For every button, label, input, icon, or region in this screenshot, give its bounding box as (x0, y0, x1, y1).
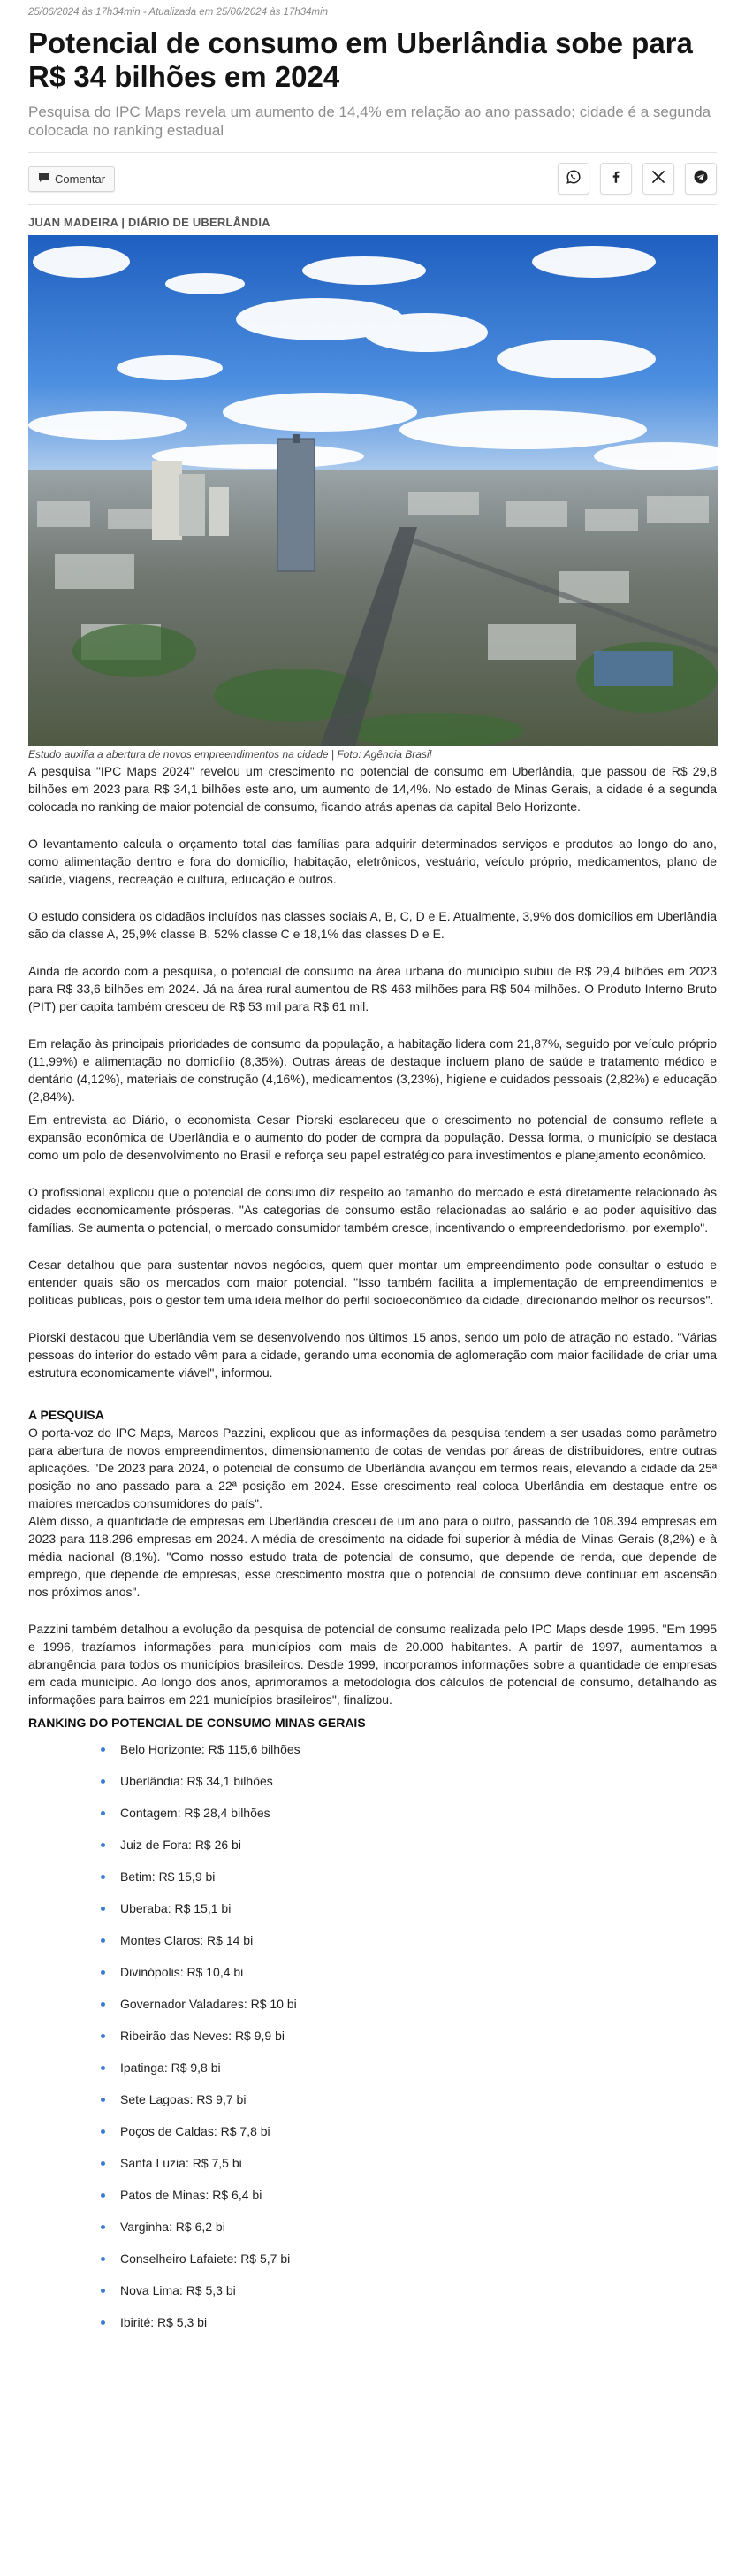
speech-bubble-icon (38, 172, 49, 186)
list-item: Contagem: R$ 28,4 bilhões (28, 1804, 717, 1836)
comment-label: Comentar (55, 172, 106, 186)
bullet-icon (101, 1907, 105, 1911)
photo-caption: Estudo auxilia a abertura de novos empreendimentos na cidade | Foto: Agência Brasil (28, 748, 432, 761)
section-title: A PESQUISA (28, 1408, 104, 1422)
list-item: Divinópolis: R$ 10,4 bi (28, 1963, 717, 1995)
list-item: Betim: R$ 15,9 bi (28, 1868, 717, 1900)
paragraph: O estudo considera os cidadãos incluídos nas classes sociais A, B, C, D e E. Atualmente, 3,9% dos domicílios em Uberlândia são da classe A, 25,9% classe B, 52% classe C e 18,1% das classes D e E. (28, 909, 717, 941)
telegram-icon (693, 169, 709, 189)
paragraph: O profissional explicou que o potencial de consumo diz respeito ao tamanho do mercado e está diretamente relacionado às cidades economicamente prósperas. "As categorias de consumo estão relacionadas ao salário e ao poder aquisitivo das famílias. Se aumenta o potencial, o mercado consumidor também cresce, incentivando o empreendedorismo, por exemplo". (28, 1185, 717, 1234)
bullet-icon (101, 1779, 105, 1784)
list-item: Ipatinga: R$ 9,8 bi (28, 2059, 717, 2091)
ranking-title: RANKING DO POTENCIAL DE CONSUMO MINAS GERAIS (28, 1716, 366, 1730)
bullet-icon (101, 2098, 105, 2102)
city-aerial-image (28, 235, 718, 746)
list-item: Poços de Caldas: R$ 7,8 bi (28, 2122, 717, 2154)
paragraph: A pesquisa "IPC Maps 2024" revelou um crescimento no potencial de consumo em Uberlândia, que passou de R$ 29,8 bilhões em 2023 para R$ 34,1 bilhões este ano, um aumento de 14,4%. No estado de Minas Gerais, a cidade é a segunda colocada no ranking de maior potencial de consumo, ficando atrás apenas da capital Belo Horizonte. (28, 764, 717, 814)
paragraph: Ainda de acordo com a pesquisa, o potencial de consumo na área urbana do município subiu de R$ 29,4 bilhões em 2023 para R$ 33,6 bilhões em 2024. Já na área rural aumentou de R$ 463 milhões para R$ 504 milhões. O Produto Interno Bruto (PIT) per capita também cresceu de R$ 53 mil para R$ 61 mil. (28, 964, 717, 1013)
share-whatsapp-button[interactable] (558, 163, 589, 195)
bullet-icon (101, 2257, 105, 2261)
article-body (28, 762, 717, 2345)
bullet-icon (101, 2066, 105, 2070)
share-buttons (558, 163, 717, 195)
bullet-icon (101, 2225, 105, 2229)
paragraph: O porta-voz do IPC Maps, Marcos Pazzini, explicou que as informações da pesquisa tendem a ser usadas como parâmetro para abertura de novos empreendimentos, dimensionamento de cotas de vendas por áreas de distribuidores, entre outras aplicações. "De 2023 para 2024, o potencial de consumo de Uberlândia avançou em termos reais, elevando a cidade da 25ª posição no ano passado para a 22ª posição em 2024. Esse crescimento real coloca Uberlândia em destaque entre os maiores mercados consumidores do país". (28, 1426, 717, 1510)
article-photo (28, 235, 718, 746)
paragraph: Cesar detalhou que para sustentar novos negócios, quem quer montar um empreendimento pode consultar o estudo e entender quais são os mercados com maior potencial. "Isso também facilita a implementação de empreendimentos e políticas públicas, pois o gestor tem uma ideia melhor do perfil socioeconômico da cidade, direcionando melhor os recursos". (28, 1257, 717, 1307)
bullet-icon (101, 2129, 105, 2134)
paragraph: O levantamento calcula o orçamento total das famílias para adquirir determinados serviços e produtos ao longo do ano, como alimentação dentro e fora do domicílio, habitação, eletrônicos, vestuário, veículo próprio, medicamentos, plano de saúde, viagens, recreação e cultura, educação e outros. (28, 837, 717, 886)
ranking-list (28, 1740, 717, 2345)
bullet-icon (101, 1811, 105, 1815)
bullet-icon (101, 1843, 105, 1847)
list-item: Governador Valadares: R$ 10 bi (28, 1995, 717, 2027)
bullet-icon (101, 2289, 105, 2293)
list-item: Ribeirão das Neves: R$ 9,9 bi (28, 2027, 717, 2059)
author-byline: JUAN MADEIRA | DIÁRIO DE UBERLÂNDIA (28, 216, 270, 229)
paragraph: Piorski destacou que Uberlândia vem se desenvolvendo nos últimos 15 anos, sendo um polo de atração no estado. "Várias pessoas do interior do estado vêm para a cidade, gerando uma economia de aglomeração com maior facilidade de criar uma estrutura economicamente viável", informou. (28, 1330, 717, 1380)
article-toolbar (28, 152, 717, 205)
bullet-icon (101, 1875, 105, 1879)
paragraph: Em entrevista ao Diário, o economista Cesar Piorski esclareceu que o crescimento no potencial de consumo reflete a expansão econômica de Uberlândia e o aumento do poder de compra da população. Dessa forma, o município se destaca como um polo de desenvolvimento no Brasil e reforça seu papel estratégico para investimentos e planejamento econômico. (28, 1112, 717, 1162)
list-item: Nova Lima: R$ 5,3 bi (28, 2282, 717, 2313)
bullet-icon (101, 1747, 105, 1752)
list-item: Santa Luzia: R$ 7,5 bi (28, 2154, 717, 2186)
list-item: Juiz de Fora: R$ 26 bi (28, 1836, 717, 1868)
bullet-icon (101, 1938, 105, 1943)
facebook-icon (608, 169, 624, 189)
list-item: Varginha: R$ 6,2 bi (28, 2218, 717, 2250)
article-subtitle: Pesquisa do IPC Maps revela um aumento de 14,4% em relação ao ano passado; cidade é a segunda colocada no ranking estadual (28, 103, 711, 139)
list-item: Uberlândia: R$ 34,1 bilhões (28, 1772, 717, 1804)
paragraph: Além disso, a quantidade de empresas em Uberlândia cresceu de um ano para o outro, passando de 108.394 empresas em 2023 para 118.296 empresas em 2024. A média de crescimento na cidade foi superior à média de Minas Gerais (8,2%) e à média nacional (8,1%). "Como nosso estudo trata de potencial de consumo, que depende de renda, que depende de emprego, que depende de empresas, esse crescimento mostra que o potencial de consumo deve continuar em ascensão nos próximos anos". (28, 1514, 717, 1599)
bullet-icon (101, 2034, 105, 2038)
publish-dates: 25/06/2024 às 17h34min - Atualizada em 25/06/2024 às 17h34min (28, 7, 329, 18)
share-x-button[interactable] (642, 163, 674, 195)
list-item: Belo Horizonte: R$ 115,6 bilhões (28, 1740, 717, 1772)
list-item: Sete Lagoas: R$ 9,7 bi (28, 2091, 717, 2122)
list-item: Patos de Minas: R$ 6,4 bi (28, 2186, 717, 2218)
share-telegram-button[interactable] (685, 163, 717, 195)
bullet-icon (101, 2002, 105, 2007)
paragraph: Em relação às principais prioridades de consumo da população, a habitação lidera com 21,87%, seguido por veículo próprio (11,99%) e alimentação no domicílio (8,35%). Outras áreas de destaque incluem plano de saúde e tratamento médico e dentário (4,12%), materiais de construção (4,16%), medicamentos (3,23%), higiene e cuidados pessoais (2,82%) e educação (2,84%). (28, 1036, 717, 1104)
share-facebook-button[interactable] (600, 163, 632, 195)
list-item: Ibirité: R$ 5,3 bi (28, 2313, 717, 2345)
list-item: Montes Claros: R$ 14 bi (28, 1931, 717, 1963)
list-item: Uberaba: R$ 15,1 bi (28, 1900, 717, 1931)
bullet-icon (101, 2320, 105, 2325)
x-icon (650, 169, 666, 189)
whatsapp-icon (566, 169, 582, 189)
paragraph: Pazzini também detalhou a evolução da pesquisa de potencial de consumo realizada pelo IPC Maps desde 1995. "Em 1995 e 1996, trazíamos informações para municípios com mais de 20.000 habitantes. A partir de 1997, aumentamos a abrangência para todos os municípios brasileiros. Desde 1999, incorporamos informações sobre a quantidade de empresas em cada município. Ao longo dos anos, aprimoramos a metodologia dos cálculos de potencial de consumo, detalhando as informações para bairros em 221 municípios brasileiros", finalizou. (28, 1622, 717, 1707)
comment-button[interactable] (28, 166, 115, 192)
article-title: Potencial de consumo em Uberlândia sobe para R$ 34 bilhões em 2024 (28, 27, 693, 93)
list-item: Conselheiro Lafaiete: R$ 5,7 bi (28, 2250, 717, 2282)
bullet-icon (101, 1970, 105, 1975)
bullet-icon (101, 2161, 105, 2166)
bullet-icon (101, 2193, 105, 2198)
